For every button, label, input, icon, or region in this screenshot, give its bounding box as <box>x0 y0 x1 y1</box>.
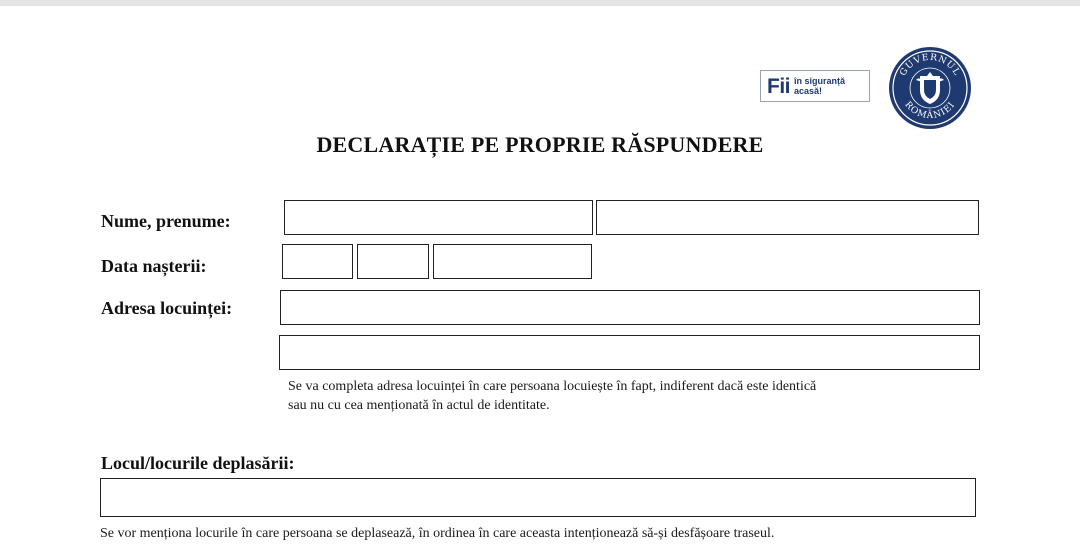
stay-safe-badge <box>760 70 870 102</box>
badge-subtext <box>794 76 845 96</box>
government-seal-icon <box>888 46 972 130</box>
birth-date-label: Data nașterii: <box>101 256 207 276</box>
address-label: Adresa locuinței: <box>101 298 233 318</box>
address-note-line1: Se va completa adresa locuinței în care persoana locuiește în fapt, indiferent dacă este identică <box>288 379 817 394</box>
address-note-line2: sau nu cu cea menționată în actul de identitate. <box>288 398 550 413</box>
badge-main-text: Fii <box>767 74 790 98</box>
first-name-field[interactable] <box>596 200 979 235</box>
seal-bottom-text: ROMÂNIEI <box>902 99 958 122</box>
birth-day-field[interactable] <box>282 244 353 279</box>
birth-year-field[interactable] <box>433 244 592 279</box>
badge-line1: în siguranță <box>794 76 846 86</box>
travel-note: Se vor menționa locurile în care persoana se deplasează, în ordinea în care aceasta intenționează să-și desfășoare traseul. <box>100 526 775 541</box>
top-edge-bar <box>0 0 1080 6</box>
address-line2-field[interactable] <box>279 335 980 370</box>
travel-locations-label: Locul/locurile deplasării: <box>101 453 295 473</box>
seal-top-text: GUVERNUL <box>898 52 962 78</box>
address-line1-field[interactable] <box>280 290 980 325</box>
travel-locations-field[interactable] <box>100 478 976 517</box>
last-name-field[interactable] <box>284 200 593 235</box>
page-title: DECLARAȚIE PE PROPRIE RĂSPUNDERE <box>316 132 764 157</box>
address-note <box>288 377 988 415</box>
birth-month-field[interactable] <box>357 244 429 279</box>
badge-line2: acasă! <box>794 86 823 96</box>
name-label: Nume, prenume: <box>101 211 231 231</box>
